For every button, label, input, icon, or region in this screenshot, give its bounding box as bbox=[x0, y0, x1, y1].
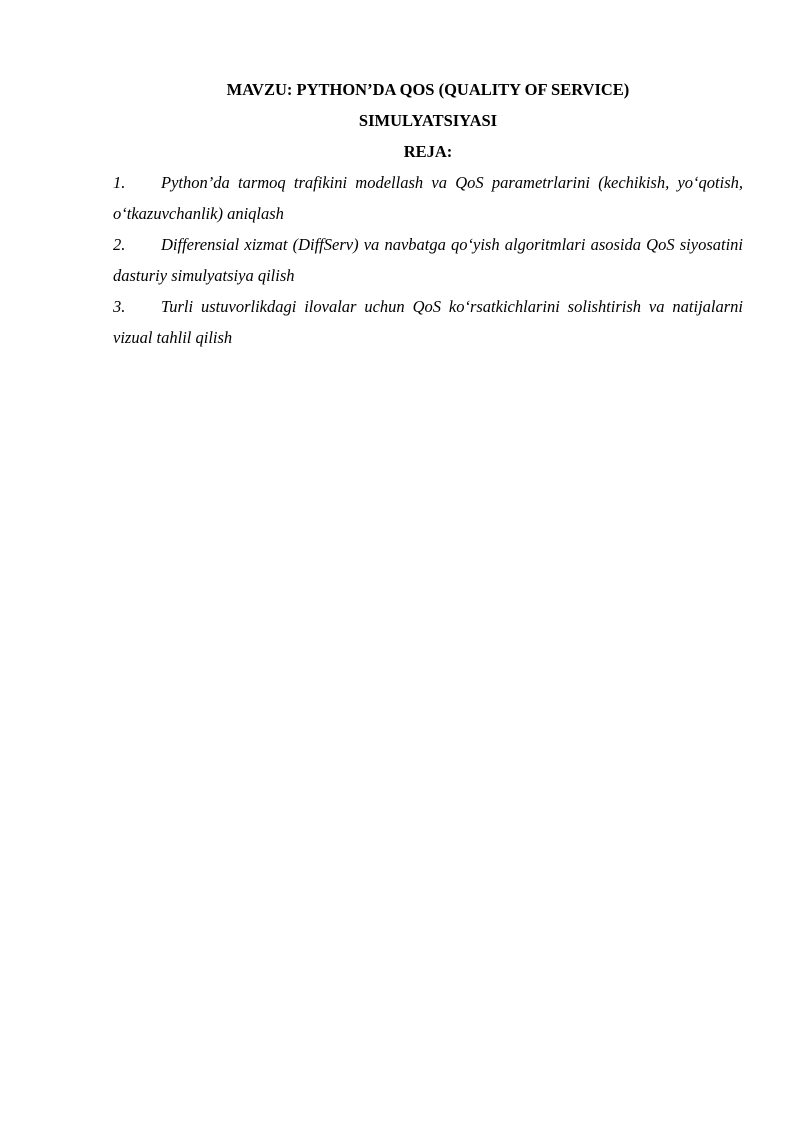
plan-heading: REJA: bbox=[403, 142, 453, 161]
plan-item-text: Python’da tarmoq trafikini modellash va QoS parametrlarini (kechikish, yo‘qotish, o‘tkazuvchanlik) aniqlash bbox=[113, 173, 743, 223]
plan-item-text: Turli ustuvorlikdagi ilovalar uchun QoS ko‘rsatkichlarini solishtirish va natijalarni vizual tahlil qilish bbox=[113, 297, 743, 347]
plan-list bbox=[113, 167, 743, 353]
plan-item-2 bbox=[113, 229, 743, 291]
plan-item-text: Differensial xizmat (DiffServ) va navbatga qo‘yish algoritmlari asosida QoS siyosatini dasturiy simulyatsiya qilish bbox=[113, 235, 743, 285]
plan-item-number: 1. bbox=[113, 173, 126, 192]
document-title-line-2: SIMULYATSIYASI bbox=[358, 111, 498, 130]
plan-item-1 bbox=[113, 167, 743, 229]
plan-item-number: 3. bbox=[113, 297, 126, 316]
document-page bbox=[113, 74, 743, 353]
plan-item-number: 2. bbox=[113, 235, 126, 254]
document-title-line-1: MAVZU: PYTHON’DA QOS (QUALITY OF SERVICE) bbox=[226, 80, 630, 99]
plan-item-3 bbox=[113, 291, 743, 353]
